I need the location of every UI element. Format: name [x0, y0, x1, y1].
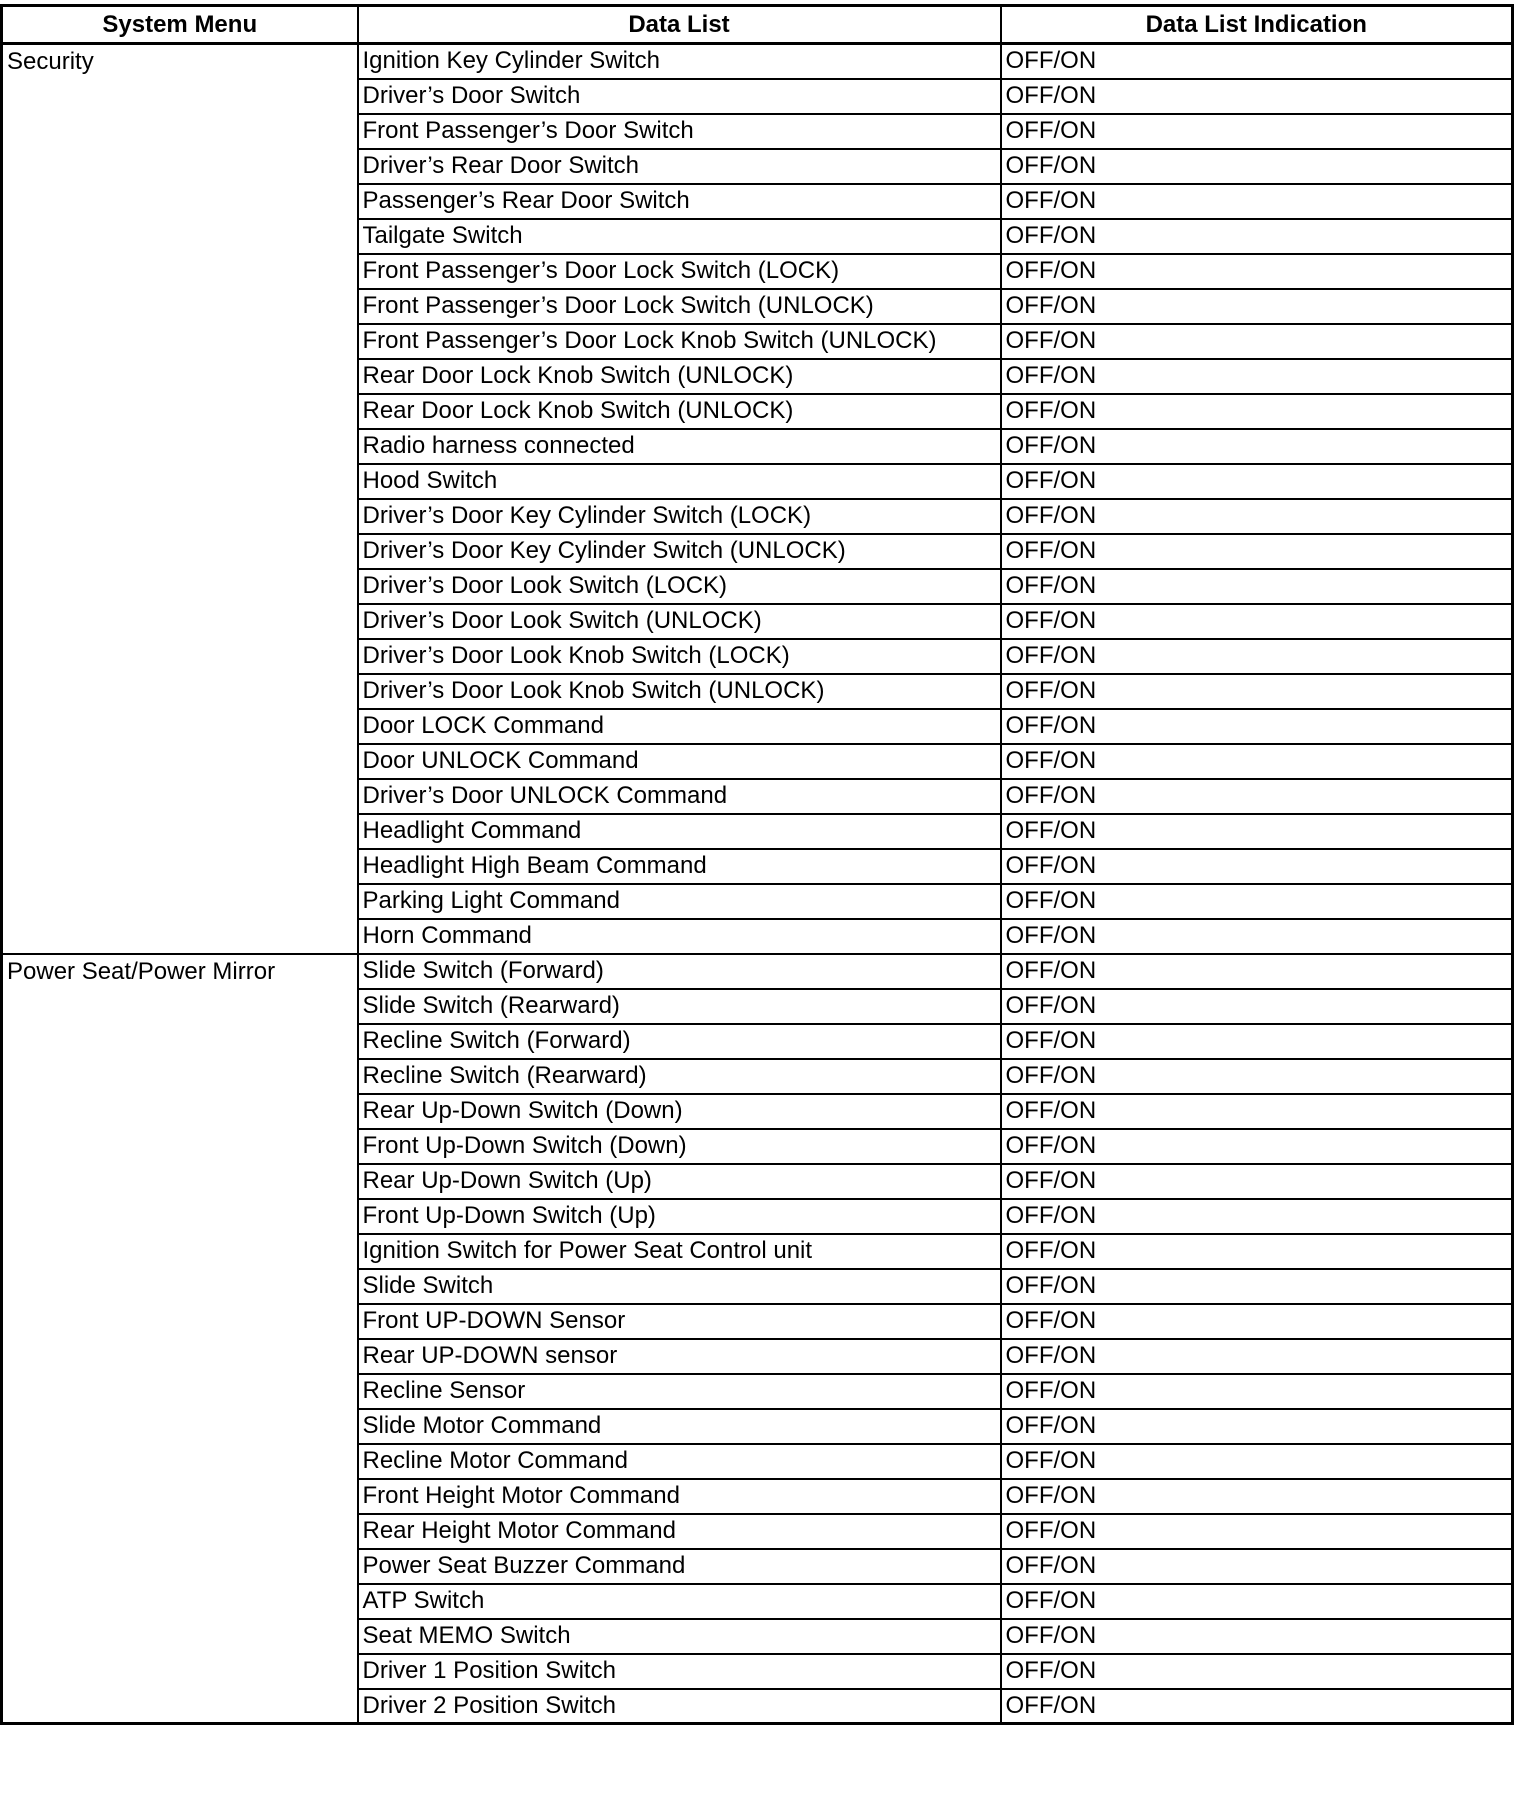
data-list-indication: OFF/ON — [1001, 1514, 1513, 1549]
data-list-item: Rear Height Motor Command — [358, 1514, 1001, 1549]
data-list-item: Tailgate Switch — [358, 219, 1001, 254]
data-list-item: Slide Switch (Rearward) — [358, 989, 1001, 1024]
data-list-item: Power Seat Buzzer Command — [358, 1549, 1001, 1584]
table-row — [2, 44, 1513, 79]
data-list-item: Rear Up-Down Switch (Up) — [358, 1164, 1001, 1199]
data-list-indication: OFF/ON — [1001, 44, 1513, 79]
data-list-indication: OFF/ON — [1001, 674, 1513, 709]
data-list-item: Rear Up-Down Switch (Down) — [358, 1094, 1001, 1129]
data-list-indication: OFF/ON — [1001, 814, 1513, 849]
data-list-indication: OFF/ON — [1001, 744, 1513, 779]
data-list-item: Door UNLOCK Command — [358, 744, 1001, 779]
header-system-menu: System Menu — [2, 6, 358, 44]
data-list-indication: OFF/ON — [1001, 1689, 1513, 1724]
data-list-indication: OFF/ON — [1001, 569, 1513, 604]
data-list-indication: OFF/ON — [1001, 429, 1513, 464]
data-list-item: Driver’s Door Look Knob Switch (LOCK) — [358, 639, 1001, 674]
table-body — [2, 44, 1513, 1724]
data-list-indication: OFF/ON — [1001, 779, 1513, 814]
data-list-indication: OFF/ON — [1001, 989, 1513, 1024]
system-menu-cell: Power Seat/Power Mirror — [2, 954, 358, 1724]
data-list-indication: OFF/ON — [1001, 359, 1513, 394]
data-list-item: Slide Motor Command — [358, 1409, 1001, 1444]
data-list-item: Door LOCK Command — [358, 709, 1001, 744]
data-list-indication: OFF/ON — [1001, 184, 1513, 219]
data-list-indication: OFF/ON — [1001, 1339, 1513, 1374]
data-list-indication: OFF/ON — [1001, 1304, 1513, 1339]
data-list-item: Horn Command — [358, 919, 1001, 954]
data-list-item: Slide Switch (Forward) — [358, 954, 1001, 989]
data-list-indication: OFF/ON — [1001, 1374, 1513, 1409]
data-list-item: Recline Sensor — [358, 1374, 1001, 1409]
data-list-indication: OFF/ON — [1001, 1059, 1513, 1094]
data-list-table — [0, 4, 1514, 1725]
data-list-item: Rear UP-DOWN sensor — [358, 1339, 1001, 1374]
data-list-indication: OFF/ON — [1001, 1654, 1513, 1689]
data-list-item: Recline Motor Command — [358, 1444, 1001, 1479]
data-list-item: Driver’s Rear Door Switch — [358, 149, 1001, 184]
data-list-indication: OFF/ON — [1001, 1619, 1513, 1654]
data-list-item: Front Up-Down Switch (Down) — [358, 1129, 1001, 1164]
data-list-item: Headlight Command — [358, 814, 1001, 849]
table-row — [2, 954, 1513, 989]
data-list-item: Slide Switch — [358, 1269, 1001, 1304]
data-list-indication: OFF/ON — [1001, 1199, 1513, 1234]
data-list-indication: OFF/ON — [1001, 79, 1513, 114]
data-list-indication: OFF/ON — [1001, 1549, 1513, 1584]
data-list-item: Recline Switch (Forward) — [358, 1024, 1001, 1059]
data-list-item: Ignition Switch for Power Seat Control unit — [358, 1234, 1001, 1269]
data-list-indication: OFF/ON — [1001, 639, 1513, 674]
data-list-indication: OFF/ON — [1001, 1409, 1513, 1444]
data-list-item: Passenger’s Rear Door Switch — [358, 184, 1001, 219]
data-list-item: Front Passenger’s Door Lock Switch (UNLOCK) — [358, 289, 1001, 324]
data-list-indication: OFF/ON — [1001, 1584, 1513, 1619]
data-list-item: Driver’s Door Key Cylinder Switch (LOCK) — [358, 499, 1001, 534]
data-list-indication: OFF/ON — [1001, 1164, 1513, 1199]
data-list-item: Front Passenger’s Door Lock Knob Switch (UNLOCK) — [358, 324, 1001, 359]
data-list-indication: OFF/ON — [1001, 1129, 1513, 1164]
data-list-indication: OFF/ON — [1001, 604, 1513, 639]
data-list-indication: OFF/ON — [1001, 1444, 1513, 1479]
data-list-indication: OFF/ON — [1001, 464, 1513, 499]
data-list-item: Driver’s Door UNLOCK Command — [358, 779, 1001, 814]
data-list-item: Driver’s Door Switch — [358, 79, 1001, 114]
data-list-item: Driver’s Door Look Switch (LOCK) — [358, 569, 1001, 604]
system-menu-cell: Security — [2, 44, 358, 954]
data-list-indication: OFF/ON — [1001, 1269, 1513, 1304]
data-list-item: Driver’s Door Key Cylinder Switch (UNLOCK) — [358, 534, 1001, 569]
data-list-indication: OFF/ON — [1001, 954, 1513, 989]
data-list-indication: OFF/ON — [1001, 1234, 1513, 1269]
data-list-indication: OFF/ON — [1001, 919, 1513, 954]
data-list-item: Recline Switch (Rearward) — [358, 1059, 1001, 1094]
data-list-indication: OFF/ON — [1001, 1024, 1513, 1059]
data-list-indication: OFF/ON — [1001, 149, 1513, 184]
data-list-item: Rear Door Lock Knob Switch (UNLOCK) — [358, 359, 1001, 394]
data-list-item: Driver’s Door Look Knob Switch (UNLOCK) — [358, 674, 1001, 709]
data-list-indication: OFF/ON — [1001, 1094, 1513, 1129]
data-list-indication: OFF/ON — [1001, 254, 1513, 289]
data-list-item: ATP Switch — [358, 1584, 1001, 1619]
data-list-indication: OFF/ON — [1001, 394, 1513, 429]
data-list-indication: OFF/ON — [1001, 114, 1513, 149]
data-list-indication: OFF/ON — [1001, 289, 1513, 324]
data-list-item: Parking Light Command — [358, 884, 1001, 919]
header-row — [2, 6, 1513, 44]
header-data-list: Data List — [358, 6, 1001, 44]
data-list-item: Seat MEMO Switch — [358, 1619, 1001, 1654]
data-list-indication: OFF/ON — [1001, 324, 1513, 359]
data-list-indication: OFF/ON — [1001, 849, 1513, 884]
data-list-indication: OFF/ON — [1001, 499, 1513, 534]
data-list-item: Radio harness connected — [358, 429, 1001, 464]
data-list-item: Front Passenger’s Door Lock Switch (LOCK) — [358, 254, 1001, 289]
header-data-list-indication: Data List Indication — [1001, 6, 1513, 44]
data-list-indication: OFF/ON — [1001, 884, 1513, 919]
data-list-indication: OFF/ON — [1001, 1479, 1513, 1514]
data-list-item: Driver 1 Position Switch — [358, 1654, 1001, 1689]
data-list-item: Driver’s Door Look Switch (UNLOCK) — [358, 604, 1001, 639]
data-list-item: Rear Door Lock Knob Switch (UNLOCK) — [358, 394, 1001, 429]
data-list-item: Hood Switch — [358, 464, 1001, 499]
data-list-item: Front Height Motor Command — [358, 1479, 1001, 1514]
data-list-indication: OFF/ON — [1001, 219, 1513, 254]
data-list-item: Front Up-Down Switch (Up) — [358, 1199, 1001, 1234]
data-list-item: Front UP-DOWN Sensor — [358, 1304, 1001, 1339]
data-list-item: Front Passenger’s Door Switch — [358, 114, 1001, 149]
data-list-indication: OFF/ON — [1001, 709, 1513, 744]
data-list-item: Headlight High Beam Command — [358, 849, 1001, 884]
data-list-item: Ignition Key Cylinder Switch — [358, 44, 1001, 79]
data-list-indication: OFF/ON — [1001, 534, 1513, 569]
data-list-item: Driver 2 Position Switch — [358, 1689, 1001, 1724]
